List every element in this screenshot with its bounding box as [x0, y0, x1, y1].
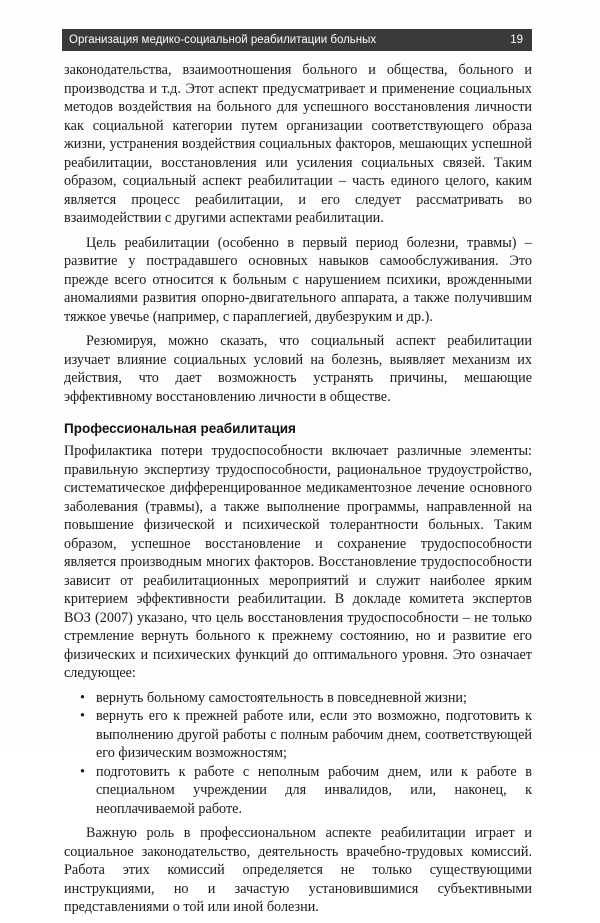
- page-number: 19: [510, 34, 523, 46]
- paragraph-rehab-goal: Цель реабилитации (особенно в первый период болезни, травмы) – развитие у пострадавшего основных навыков самообслуживания. Это прежде всего относится к больным с нарушением психики, врожденными аномалиями развития опорно-двигательного аппарата, а также получившим тяжкое увечье (например, с параплегией, двубезруким и др.).: [64, 234, 532, 325]
- bullet-item: [64, 689, 532, 708]
- bullet-text: подготовить к работе с неполным рабочим днем, или к работе в специальном учреждении для инвалидов, или, наконец, к неоплачиваемой работе.: [96, 763, 532, 817]
- paragraph-continued: законодательства, взаимоотношения больного и общества, больного и производства и т.д. Этот аспект предусматривает и применение социальных методов воздействия на больного для успешного восстановления личности как социальной категории путем организации соответствующего образа жизни, устранения воздействия социальных факторов, мешающих успешной реабилитации, восстановления или усиления социальных связей. Таким образом, социальный аспект реабилитации – часть единого целого, каким является процесс реабилитации, и его следует рассматривать во взаимодействии с другими аспектами реабилитации.: [64, 62, 532, 226]
- paragraph-legislation: Важную роль в профессиональном аспекте реабилитации играет и социальное законодательство, деятельность врачебно-трудовых комиссий. Работа этих комиссий определяется не только существующими инструкциями, но и зачастую установившимися субъективными представлениями о той или иной болезни.: [64, 825, 532, 915]
- bullet-item: [64, 707, 532, 763]
- bullet-icon: •: [80, 689, 85, 706]
- paragraph-summary: Резюмируя, можно сказать, что социальный аспект реабилитации изучает влияние социальных условий на болезнь, выявляет механизм их действия, что дает возможность устранять причины, мешающие эффективному восстановлению личности в обществе.: [64, 333, 532, 405]
- paragraph-prevention: Профилактика потери трудоспособности включает различные элементы: правильную экспертизу трудоспособности, рациональное трудоустройство, систематическое дифференцированное медикаментозное лечение основного заболевания (травмы), а также выполнение программы, направленной на повышение физической и психической толерантности больных. Таким образом, успешное восстановление и сохранение трудоспособности является производным многих факторов. Восстановление трудоспособности зависит от реабилитационных мероприятий и служит наиболее ярким критерием эффективности реабилитации. В докладе комитета экспертов ВОЗ (2007) указано, что цель восстановления трудоспособности – не только стремление вернуть больного к прежнему состоянию, но и развитие его физических и психических функций до оптимального уровня. Это означает следующее:: [64, 443, 532, 681]
- bullet-item: [64, 763, 532, 819]
- bullet-icon: •: [80, 763, 85, 780]
- bullet-text: вернуть его к прежней работе или, если это возможно, подготовить к выполнению другой работы с полным рабочим днем, соответствующей его физическим возможностям;: [96, 708, 532, 761]
- bullet-text: вернуть больному самостоятельность в повседневной жизни;: [96, 689, 467, 706]
- section-heading: Профессиональная реабилитация: [64, 421, 296, 436]
- page-body: [64, 61, 532, 923]
- bullet-icon: •: [80, 708, 85, 724]
- running-header: [62, 29, 532, 51]
- header-title: Организация медико-социальной реабилитации больных: [69, 34, 377, 46]
- bullet-list: [64, 689, 532, 819]
